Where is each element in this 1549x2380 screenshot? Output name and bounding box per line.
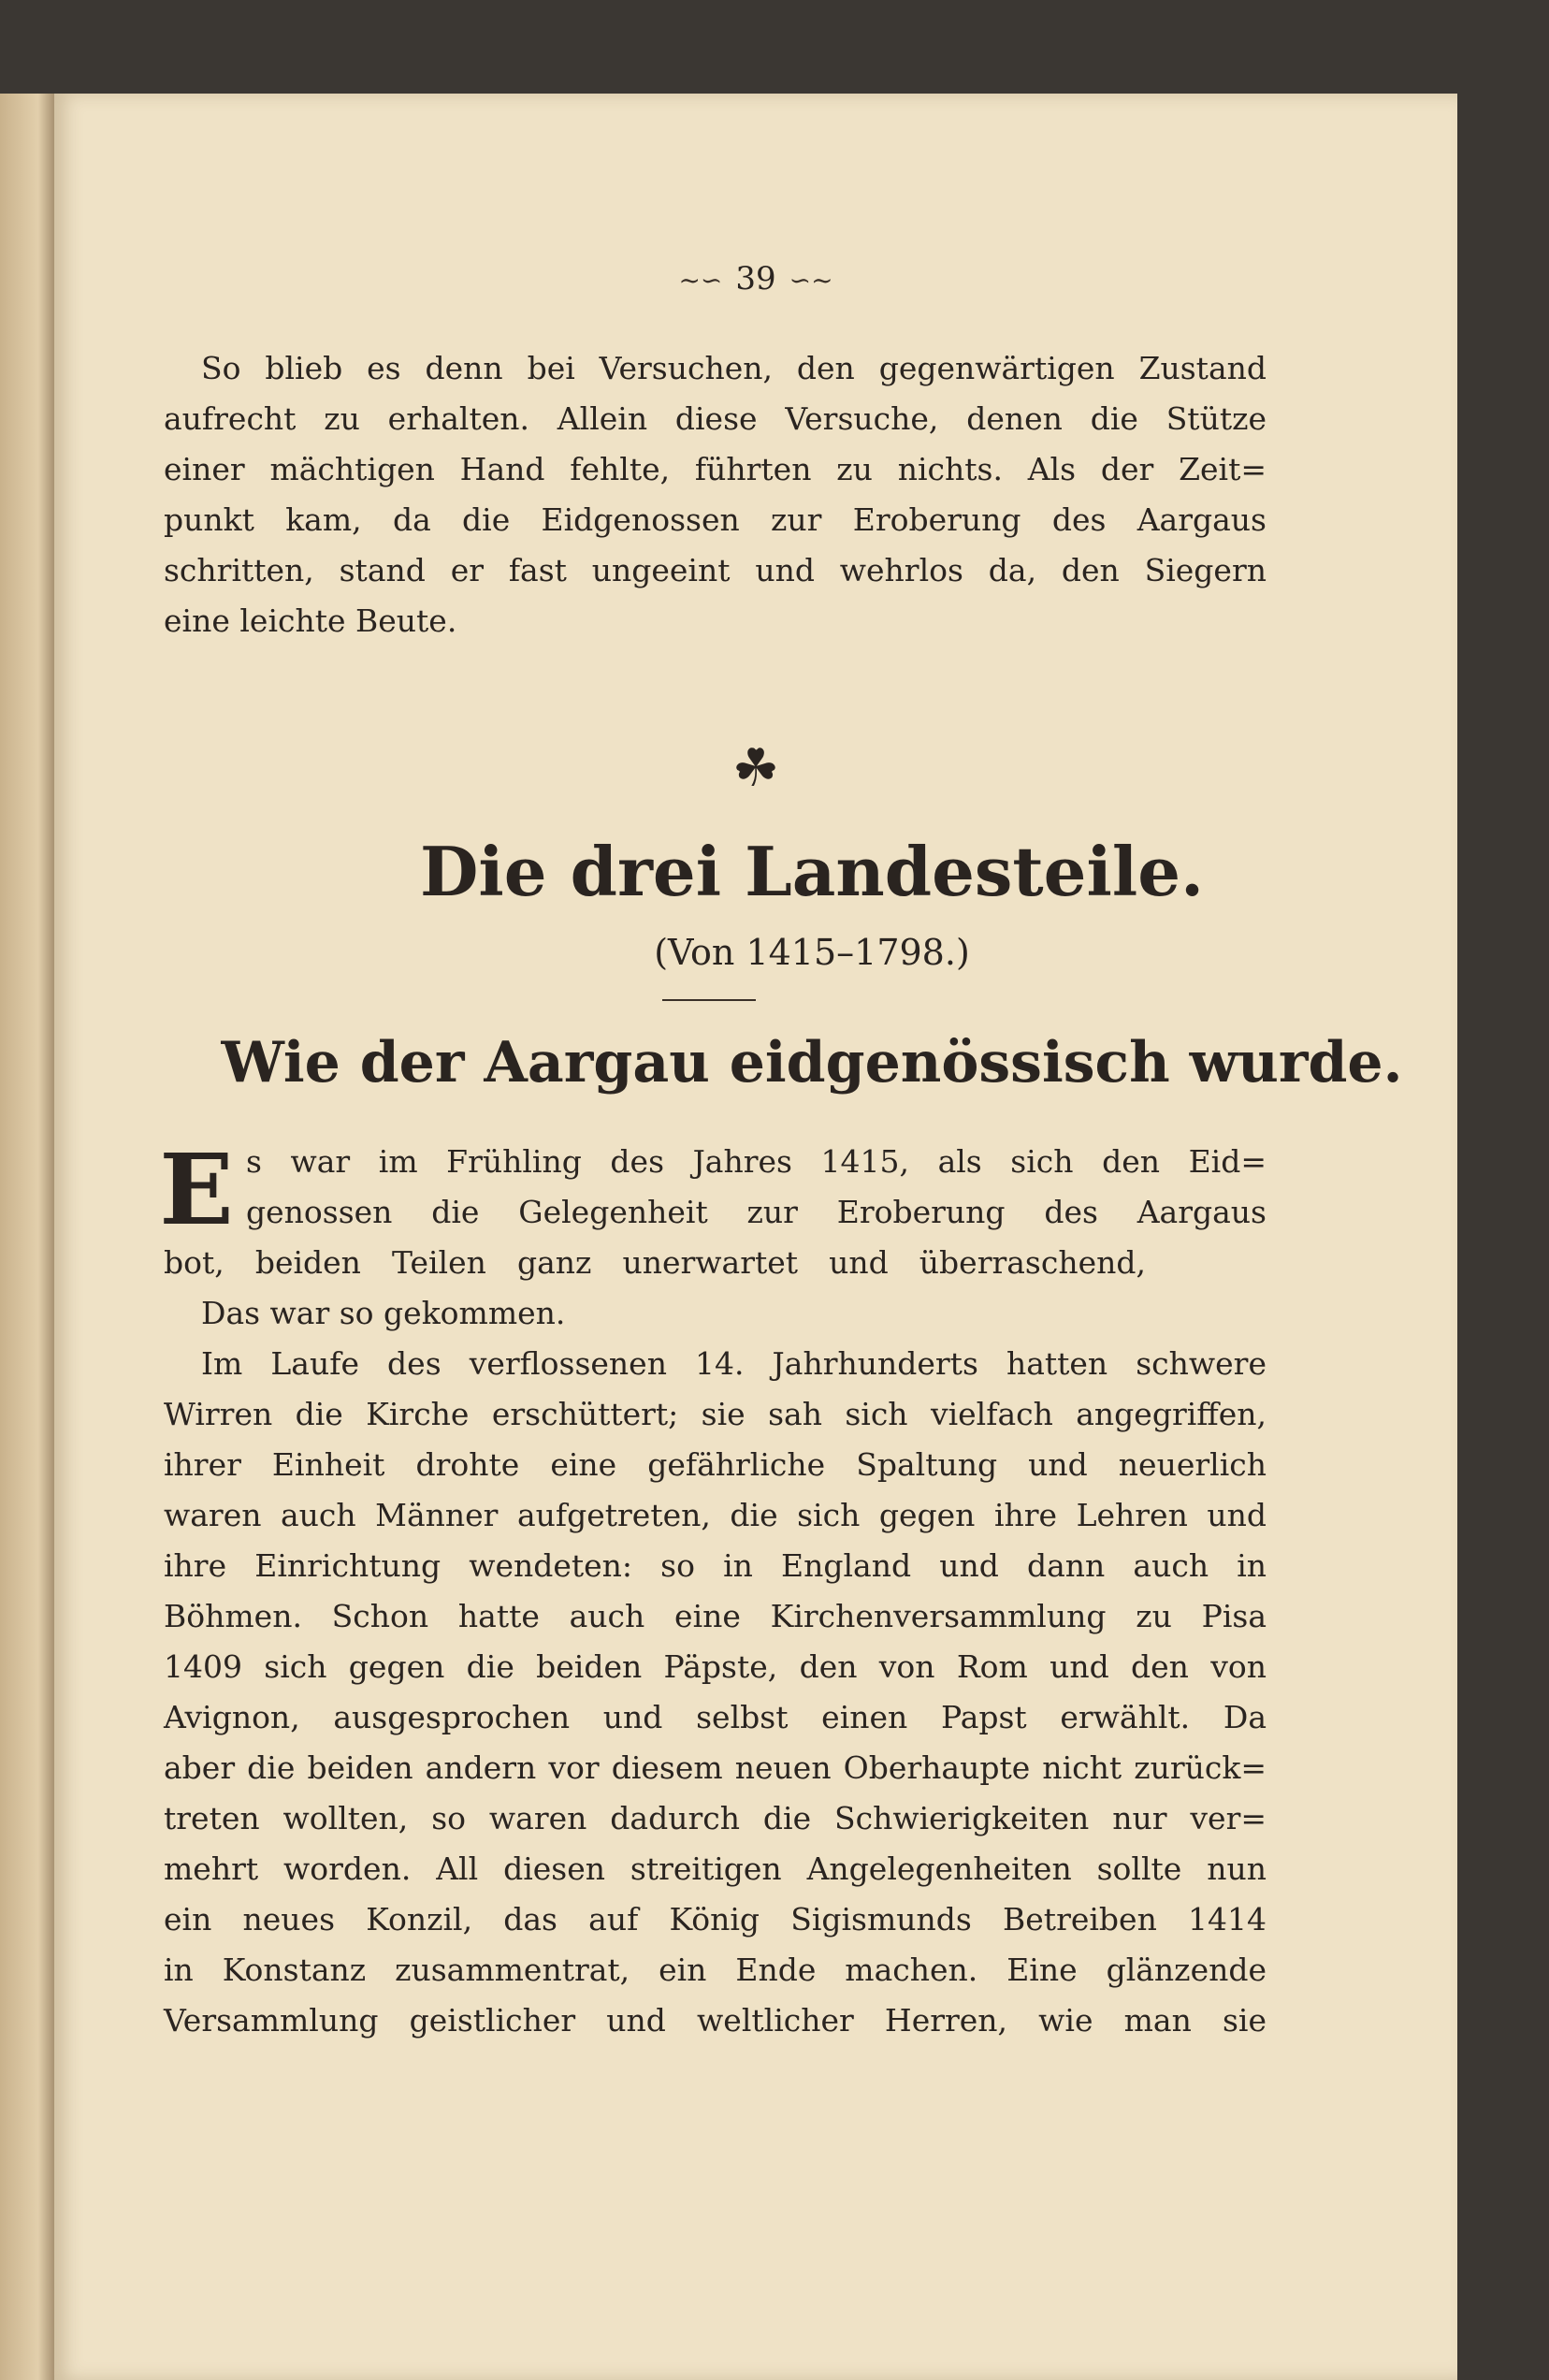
text-line: mehrt worden. All diesen streitigen Angelegenheiten sollte nun xyxy=(164,1850,1267,1887)
book-page xyxy=(54,94,1457,2380)
text-line: Versammlung geistlicher und weltlicher Herren, wie man sie xyxy=(164,2002,1267,2039)
text-line: aufrecht zu erhalten. Allein diese Versuche, denen die Stütze xyxy=(164,400,1267,437)
text-line: punkt kam, da die Eidgenossen zur Eroberung des Aargaus xyxy=(164,501,1267,538)
text-line: Das war so gekommen. xyxy=(201,1295,566,1331)
fleuron-icon: ☘ xyxy=(731,738,780,799)
text-line: bot, beiden Teilen ganz unerwartet und überraschend, xyxy=(164,1244,1146,1281)
previous-page-edge xyxy=(0,94,54,2380)
text-line: treten wollten, so waren dadurch die Schwierigkeiten nur ver= xyxy=(164,1800,1267,1836)
text-line: s war im Frühling des Jahres 1415, als sich den Eid= xyxy=(246,1143,1267,1180)
text-line: ihre Einrichtung wendeten: so in England und dann auch in xyxy=(164,1547,1267,1584)
text-line: eine leichte Beute. xyxy=(164,602,457,639)
chapter-subtitle: (Von 1415–1798.) xyxy=(654,932,970,973)
text-line: Wirren die Kirche erschüttert; sie sah sich vielfach angegriffen, xyxy=(164,1396,1267,1432)
text-line: ihrer Einheit drohte eine gefährliche Spaltung und neuerlich xyxy=(164,1446,1267,1483)
divider xyxy=(662,999,756,1001)
text-line: Im Laufe des verflossenen 14. Jahrhunderts hatten schwere xyxy=(201,1345,1267,1382)
section-heading: Wie der Aargau eidgenössisch wurde. xyxy=(221,1030,1403,1096)
text-line: Böhmen. Schon hatte auch eine Kirchenversammlung zu Pisa xyxy=(164,1598,1267,1634)
text-line: Avignon, ausgesprochen und selbst einen Papst erwählt. Da xyxy=(164,1699,1267,1735)
page-number: 39 xyxy=(735,260,776,298)
text-line: schritten, stand er fast ungeeint und wehrlos da, den Siegern xyxy=(164,552,1267,588)
text-line: in Konstanz zusammentrat, ein Ende machen. Eine glänzende xyxy=(164,1952,1267,1988)
text-line: 1409 sich gegen die beiden Päpste, den von Rom und den von xyxy=(164,1648,1267,1685)
ornament-right-icon: ∽~ xyxy=(789,265,833,296)
page-header xyxy=(54,260,1457,298)
text-line: So blieb es denn bei Versuchen, den gegenwärtigen Zustand xyxy=(201,350,1267,386)
ornament-left-icon: ~∽ xyxy=(678,265,723,296)
text-line: waren auch Männer aufgetreten, die sich gegen ihre Lehren und xyxy=(164,1497,1267,1533)
text-line: aber die beiden andern vor diesem neuen Oberhaupte nicht zurück= xyxy=(164,1749,1267,1786)
text-line: ein neues Konzil, das auf König Sigismunds Betreiben 1414 xyxy=(164,1901,1267,1937)
text-line: genossen die Gelegenheit zur Eroberung des Aargaus xyxy=(246,1194,1267,1230)
drop-cap: E xyxy=(159,1132,234,1247)
text-line: einer mächtigen Hand fehlte, führten zu nichts. Als der Zeit= xyxy=(164,451,1267,487)
chapter-title: Die drei Landesteile. xyxy=(419,832,1205,911)
